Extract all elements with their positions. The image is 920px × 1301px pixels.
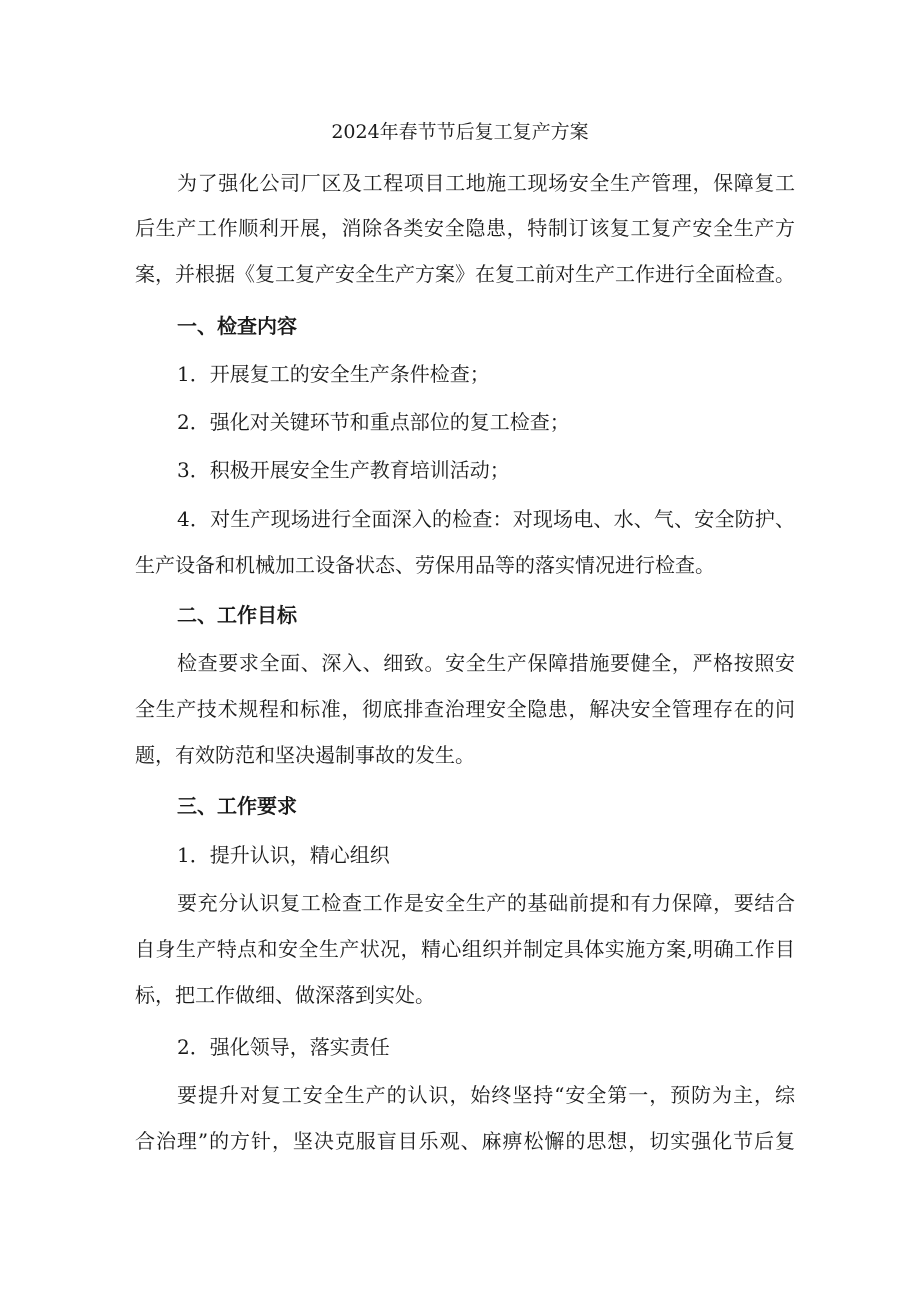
- section-heading-goals: 二、工作目标: [177, 603, 297, 627]
- intro-line-2: 后生产工作顺利开展，消除各类安全隐患，特制订该复工复产安全生产方: [135, 216, 795, 240]
- inspection-item-1: 1．开展复工的安全生产条件检查；: [177, 362, 490, 386]
- document-title: 2024年春节节后复工复产方案: [331, 121, 589, 143]
- requirement-1-line-1: 要充分认识复工检查工作是安全生产的基础前提和有力保障，要结合: [177, 891, 795, 915]
- requirement-2-line-2: 合治理”的方针，坚决克服盲目乐观、麻痹松懈的思想，切实强化节后复: [135, 1129, 795, 1153]
- inspection-item-4-line-2: 生产设备和机械加工设备状态、劳保用品等的落实情况进行检查。: [135, 553, 715, 577]
- goals-line-1: 检查要求全面、深入、细致。安全生产保障措施要健全，严格按照安: [177, 651, 795, 675]
- requirement-1-line-2: 自身生产特点和安全生产状况，精心组织并制定具体实施方案,明确工作目: [135, 937, 795, 961]
- requirement-2-line-1: 要提升对复工安全生产的认识，始终坚持“安全第一，预防为主，综: [177, 1083, 795, 1107]
- requirement-2-title: 2．强化领导，落实责任: [177, 1035, 390, 1059]
- inspection-item-4-line-1: 4．对生产现场进行全面深入的检查：对现场电、水、气、安全防护、: [177, 507, 795, 531]
- inspection-item-2: 2．强化对关键环节和重点部位的复工检查；: [177, 410, 570, 434]
- intro-line-1: 为了强化公司厂区及工程项目工地施工现场安全生产管理，保障复工: [177, 171, 795, 195]
- requirement-1-line-3: 标，把工作做细、做深落到实处。: [135, 983, 435, 1007]
- goals-line-2: 全生产技术规程和标准，彻底排查治理安全隐患，解决安全管理存在的问: [135, 697, 795, 721]
- inspection-item-3: 3．积极开展安全生产教育培训活动；: [177, 458, 510, 482]
- section-heading-requirements: 三、工作要求: [177, 794, 297, 818]
- intro-line-3: 案，并根据《复工复产安全生产方案》在复工前对生产工作进行全面检查。: [135, 262, 795, 286]
- requirement-1-title: 1．提升认识，精心组织: [177, 843, 390, 867]
- goals-line-3: 题，有效防范和坚决遏制事故的发生。: [135, 743, 475, 767]
- section-heading-inspection: 一、检查内容: [177, 314, 297, 338]
